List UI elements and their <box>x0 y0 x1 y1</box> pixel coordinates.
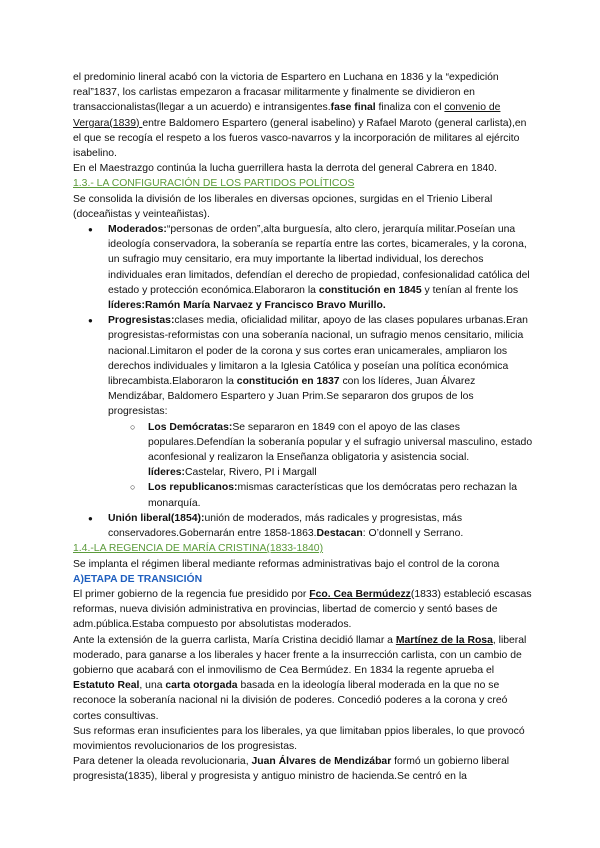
paragraph-reforms: Sus reformas eran insuficientes para los liberales, ya que limitaban ppios liberales, lo que provocó movimientos revolucionarios de los progresistas. <box>73 725 525 752</box>
paragraph-maestrazgo: En el Maestrazgo continúa la lucha guerrillera hasta la derrota del general Cabrera en 1840. <box>73 163 497 175</box>
paragraph-regime: Se implanta el régimen liberal mediante reformas administrativas bajo el control de la corona <box>73 558 500 570</box>
parties-list <box>73 222 533 541</box>
list-item-moderados: ● Moderados:“personas de orden”,alta burguesía, alto clero, jerarquía militar.Poseían una ideología conservadora, la soberanía se repartía entre las cortes, bicamerales, y la corona, un sufragio muy censitario, era muy importante la libertad individual, los derechos individuales eran limitados, defendían el derecho de propiedad, confesionalidad católica del estado y protección económica.Elaboraron la constitución en 1845 y tenían al frente los líderes:Ramón María Narvaez y Francisco Bravo Murillo. <box>73 222 533 313</box>
heading-political-parties: 1.3.- LA CONFIGURACIÓN DE LOS PARTIDOS POLÍTICOS <box>73 178 355 190</box>
paragraph-liberal-division: Se consolida la división de los liberales en diversas opciones, surgidas en el Trienio Liberal (doceañistas y veinteañistas). <box>73 193 493 220</box>
paragraph-carlist-war-end: el predominio lineral acabó con la victoria de Espartero en Luchana en 1836 y la “expedición real”1837, los carlistas empezaron a fracasar militarmente y finalmente se dividieron en transaccionalistas(llegar a un acuerdo) e intransigentes.fase final finaliza con el convenio de Vergara(1839) entre Baldomero Espartero (general isabelino) y Rafael Maroto (general carlista),en el que se recogía el respeto a los fueros vasco-navarros y la incorporación de militares al ejército isabelino. <box>73 72 527 160</box>
list-item-union-liberal: ● Unión liberal(1854):unión de moderados, más radicales y progresistas, más conservadores.Gobernarán entre 1858-1863.Destacan: O’donnell y Serrano. <box>73 511 533 541</box>
paragraph-first-government: El primer gobierno de la regencia fue presidido por Fco. Cea Bermúdezz(1833) estableció escasas reformas, nueva división administrativa en provincias, libertad de comercio y sentó bases de adm.pública.Estaba compuesto por absolutistas moderados. <box>73 588 532 631</box>
list-item-republicanos: ○ Los republicanos:mismas características que los demócratas pero rechazan la monarquía. <box>108 480 533 510</box>
progresistas-sublist <box>108 420 533 511</box>
paragraph-mendizabal: Para detener la oleada revolucionaria, Juan Álvares de Mendizábar formó un gobierno liberal progresista(1835), liberal y progresista y antiguo ministro de hacienda.Se centró en la <box>73 756 510 783</box>
list-item-progresistas: ● Progresistas:clases media, oficialidad militar, apoyo de las clases populares urbanas.Eran progresistas-reformistas con una soberanía nacional, un sufragio menos censitario, milicia nacional.Limitaron el poder de la corona y sus cortes eran unicamerales, ampliaron los derechos individuales y limitaron a la Iglesia Católica y poseían una política económica librecambista.Elaboraron la constitución en 1837 con los líderes, Juan Álvarez Mendizábar, Baldomero Espartero y Juan Prim.Se separaron dos grupos de los progresistas: ○ Los Demócratas:Se separaron en 1849 con el apoyo de las clases populares.Defendían la soberanía popular y el sufragio universal masculino, estado aconfesional y realizaron la Enseñanza obligatoria y asistencia social. líderes:Castelar, Rivero, PI i Margall ○ Los republicanos:mismas características que los demócratas pero rechazan la monarquía. <box>73 313 533 511</box>
heading-regencia: 1.4.-LA REGENCIA DE MARÍA CRISTINA(1833-1840) <box>73 543 324 555</box>
paragraph-martinez-de-la-rosa: Ante la extensión de la guerra carlista, María Cristina decidió llamar a Martínez de la Rosa, liberal moderado, para ganarse a los liberales y hacer frente a la insurrección carlista, con un cambio de gobierno que acabará con el inmovilismo de Cea Bermúdez. En 1834 la regente aprueba el Estatuto Real, una carta otorgada basada en la ideología liberal moderada en la que no se reconoce la soberanía nacional ni la división de poderes. Concedió poderes a la corona y creó cortes consultivas. <box>73 634 527 722</box>
heading-transition-stage: A)ETAPA DE TRANSICIÓN <box>73 573 203 585</box>
list-item-democratas: ○ Los Demócratas:Se separaron en 1849 con el apoyo de las clases populares.Defendían la soberanía popular y el sufragio universal masculino, estado aconfesional y realizaron la Enseñanza obligatoria y asistencia social. líderes:Castelar, Rivero, PI i Margall <box>108 420 533 481</box>
document-body <box>73 70 533 785</box>
